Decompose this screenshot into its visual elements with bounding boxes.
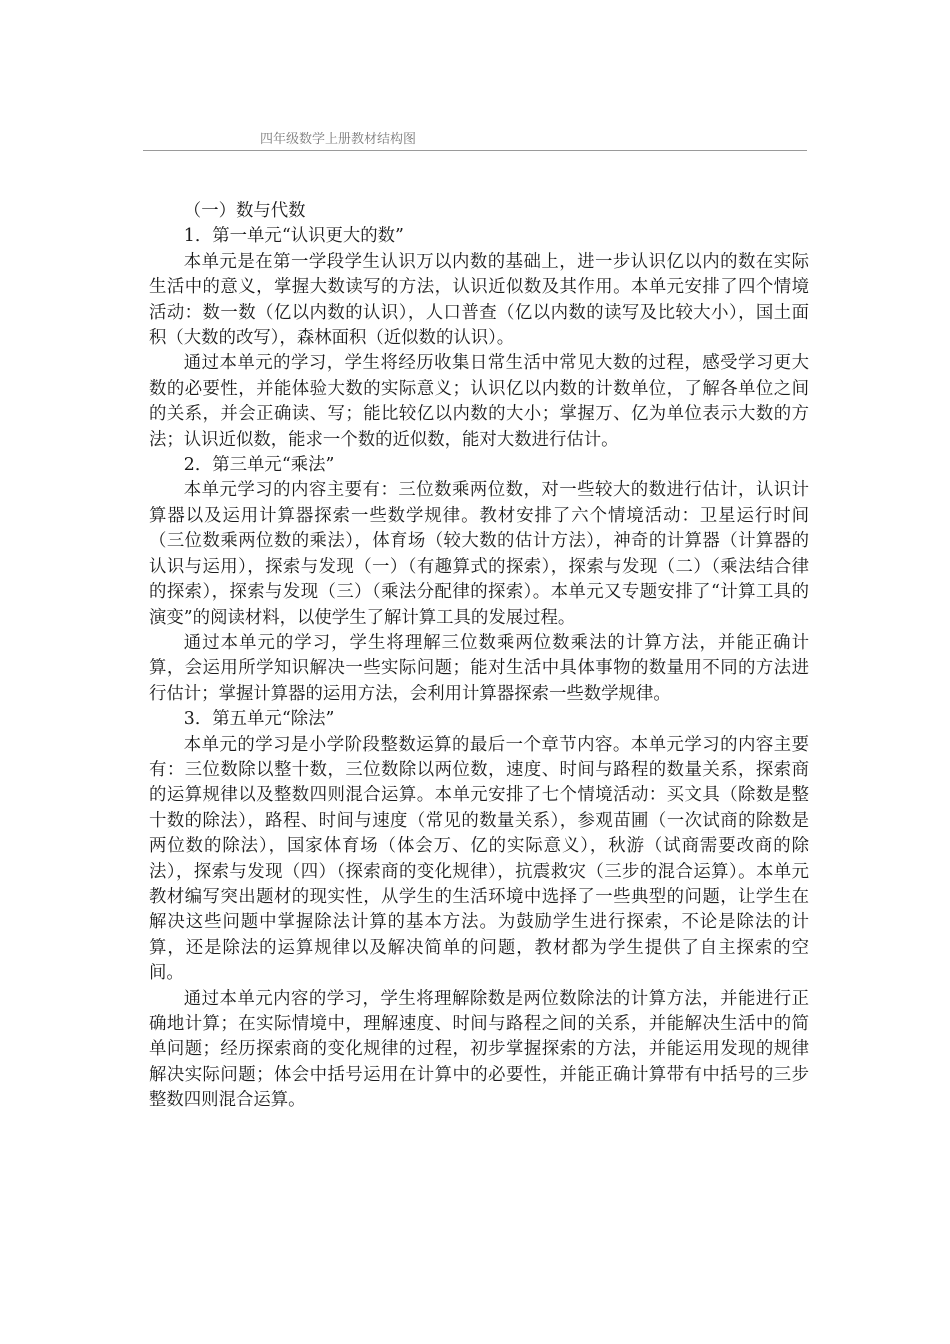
unit-heading-1: 1．第一单元“认识更大的数”: [183, 226, 404, 247]
paragraph: 通过本单元的学习，学生将经历收集日常生活中常见大数的过程，感受学习更大数的必要性，并能体验大数的实际意义；认识亿以内数的计数单位，了解各单位之间的关系，并会正确读、写；能比较亿以内数的大小；掌握万、亿为单位表示大数的方法；认识近似数，能求一个数的近似数，能对大数进行估计。: [149, 353, 809, 450]
paragraph: 通过本单元内容的学习，学生将理解除数是两位数除法的计算方法，并能进行正确地计算；在实际情境中，理解速度、时间与路程之间的关系，并能解决生活中的简单问题；经历探索商的变化规律的过程，初步掌握探索的方法，并能运用发现的规律解决实际问题；体会中括号运用在计算中的必要性，并能正确计算带有中括号的三步整数四则混合运算。: [149, 988, 809, 1111]
unit-heading-3: 2．第三单元“乘法”: [183, 455, 335, 476]
section-heading: （一）数与代数: [183, 201, 306, 221]
paragraph: 本单元学习的内容主要有：三位数乘两位数，对一些较大的数进行估计，认识计算器以及运用计算器探索一些数学规律。教材安排了六个情境活动：卫星运行时间（三位数乘两位数的乘法），体育场（较大数的估计方法），神奇的计算器（计算器的认识与运用），探索与发现（一）（有趣算式的探索），探索与发现（二）（乘法结合律的探索），探索与发现（三）（乘法分配律的探索）。本单元又专题安排了“计算工具的演变”的阅读材料，以使学生了解计算工具的发展过程。: [149, 480, 809, 628]
document-body: [149, 199, 809, 1114]
page-header-title: 四年级数学上册教材结构图: [260, 132, 417, 147]
paragraph: 本单元的学习是小学阶段整数运算的最后一个章节内容。本单元学习的内容主要有：三位数除以整十数，三位数除以两位数，速度、时间与路程的数量关系，探索商的运算规律以及整数四则混合运算。本单元安排了七个情境活动：买文具（除数是整十数的除法），路程、时间与速度（常见的数量关系），参观苗圃（一次试商的除数是两位数的除法），国家体育场（体会万、亿的实际意义），秋游（试商需要改商的除法），探索与发现（四）（探索商的变化规律），抗震救灾（三步的混合运算）。本单元教材编写突出题材的现实性，从学生的生活环境中选择了一些典型的问题，让学生在解决这些问题中掌握除法计算的基本方法。为鼓励学生进行探索，不论是除法的计算，还是除法的运算规律以及解决简单的问题，教材都为学生提供了自主探索的空间。: [149, 734, 809, 984]
unit-heading-5: 3．第五单元“除法”: [183, 709, 335, 730]
paragraph: 本单元是在第一学段学生认识万以内数的基础上，进一步认识亿以内的数在实际生活中的意义，掌握大数读写的方法，认识近似数及其作用。本单元安排了四个情境活动：数一数（亿以内数的认识），人口普查（亿以内数的读写及比较大小），国土面积（大数的改写），森林面积（近似数的认识）。: [149, 251, 809, 349]
paragraph: 通过本单元的学习，学生将理解三位数乘两位数乘法的计算方法，并能正确计算，会运用所学知识解决一些实际问题；能对生活中具体事物的数量用不同的方法进行估计；掌握计算器的运用方法，会利用计算器探索一些数学规律。: [149, 632, 809, 704]
header-divider: [143, 150, 807, 151]
